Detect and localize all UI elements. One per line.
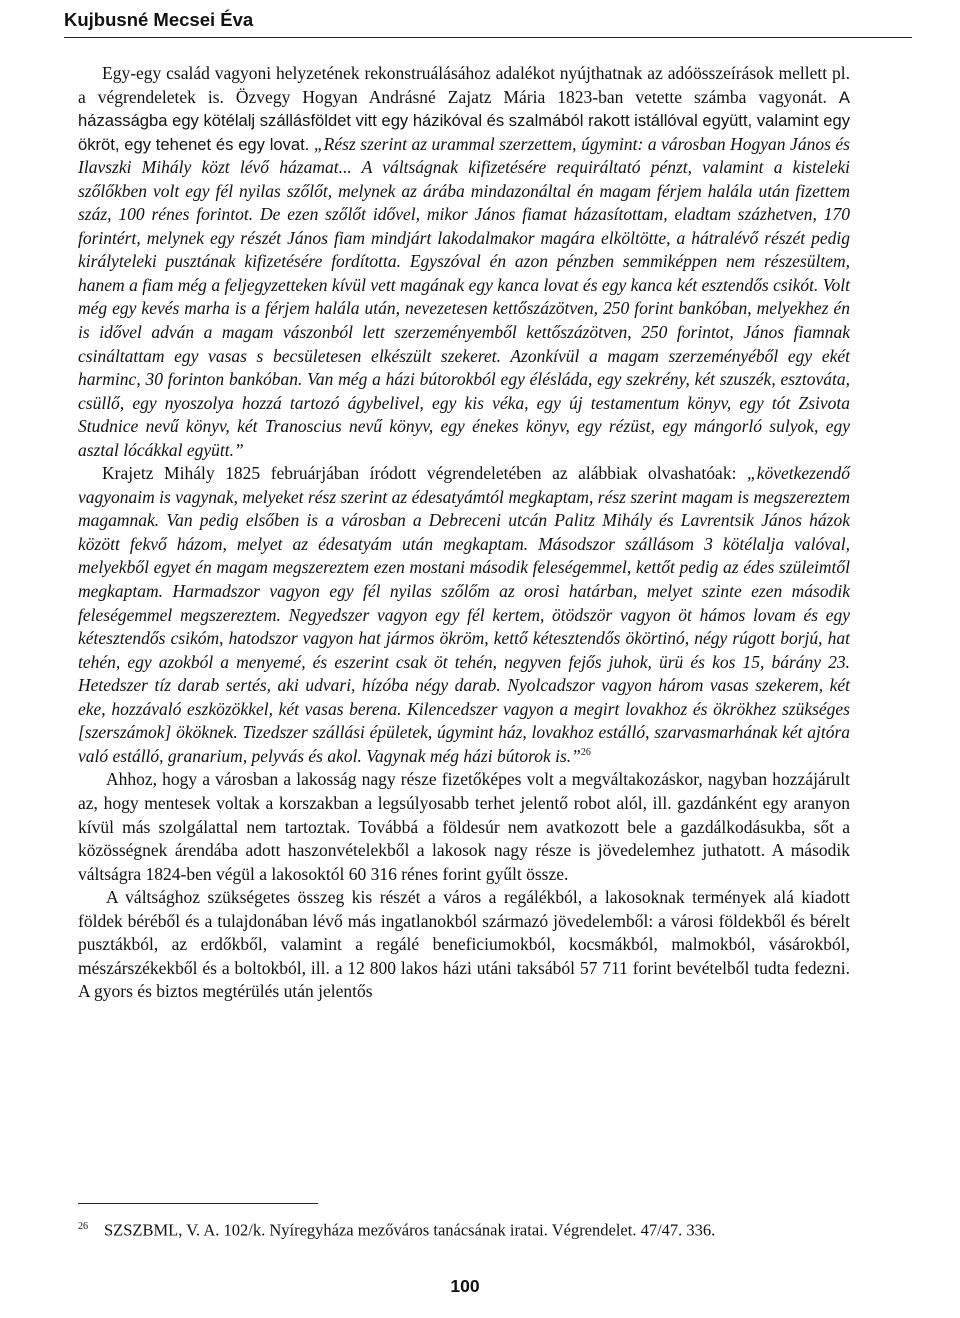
paragraph-1 [78, 62, 850, 462]
paragraph-1-intro: Egy-egy család vagyoni helyzetének rekonstruálásához adalékot nyújthatnak az adóösszeírások mellett pl. a végrendeletek is. Özvegy Hogyan Andrásné Zajatz Mária 1823-ban vetette számba vagyonát. [78, 63, 850, 107]
header-rule [64, 37, 912, 38]
footnote-rule [78, 1203, 318, 1204]
paragraph-2-intro: Krajetz Mihály 1825 februárjában íródott végrendeletében az alábbiak olvashatóak: [102, 463, 737, 484]
footnote-number: 26 [78, 1221, 88, 1232]
footnote [78, 1216, 850, 1242]
page-number: 100 [450, 1276, 480, 1296]
running-title: Kujbusné Mecsei Éva [64, 9, 254, 30]
paragraph-1-emphasis: A házasságba egy kötélalj szállásföldet vitt egy házikóval és szalmából rakott istállóval együtt, valamint egy ökröt, egy tehenet és egy lovat. [78, 87, 851, 154]
paragraph-3: Ahhoz, hogy a városban a lakosság nagy része fizetőképes volt a megváltakozáskor, nagyban hozzájárult az, hogy mentesek voltak a korszakban a legsúlyosabb terhet jelentő robot alól, ill. gazdánként egy aranyon kívül más szolgálattal nem tartoztak. Továbbá a földesúr nem avatkozott bele a gazdálkodásukba, sőt a közösségnek árendába adott haszonvételekből a lakosok nagy része is jövedelemhez juthatott. A második váltságra 1824-ben végül a lakosoktól 60 316 rénes forint gyűlt össze. [78, 769, 850, 884]
testament-quote-1: „Rész szerint az urammal szerzettem, úgymint: a városban Hogyan János és Ilavszki Mihály közt lévő házamat... A váltságnak kifizetésére requiráltató pénzt, valamint a kisteleki szőlőkben volt egy fél nyilas szőlőt, melynek az árába mindazonáltal én magam férjem halála után fizettem száz, 100 rénes forintot. De ezen szőlőt idővel, mikor János fiamat házasítottam, eladtam százhetven, 170 forintért, melynek egy részét János fiam mindjárt lakodalmakor magára elköltötte, a hátralévő részét pedig királyteleki pusztának kifizetésére fordította. Egyszóval én azon pénzben semmiképpen nem részesültem, hanem a fiam még a feljegyzetteken kívül vett magának egy kanca lovat és egy kanca két esztendős csikót. Volt még egy kevés marha is a férjem halála után, nevezetesen kettőszázötven, 250 forint bankóban, melyekhez én is idővel adván a magam vászonból lett szerzeményemből kettőszázötven, 250 forintot, János fiamnak csináltattam egy vasas s becsületesen elkészült szekeret. Azonkívül a magam szerzeményéből egy ekét harminc, 30 forinton bankóban. Van még a házi bútorokból egy élésláda, egy szekrény, két szuszék, esztováta, csüllő, egy nyoszolya hozzá tartozó ágybelivel, egy kis véka, egy új testamentum könyv, egy tót Zsivota Studnice nevű könyv, két Tranoscius nevű könyv, egy énekes könyv, egy rézüst, egy mángorló sulyok, egy asztal lócákkal együtt.” [78, 133, 850, 460]
body-text [78, 62, 850, 1004]
paragraph-4: A váltsághoz szükségetes összeg kis részét a város a regálékból, a lakosoknak termények alá kiadott földek béréből és a tulajdonában lévő más ingatlanokból származó jövedelemből: a városi földekből és bérelt pusztákból, az erdőkből, valamint a regálé beneficiumokból, kocsmákból, malmokból, vásárokból, mészárszékekből és a boltokból, ill. a 12 800 lakos házi utáni taksából 57 711 forint bevételből tudta fedezni. A gyors és biztos megtérülés után jelentős [78, 887, 850, 1002]
footnote-text: SZSZBML, V. A. 102/k. Nyíregyháza mezőváros tanácsának iratai. Végrendelet. 47/47. 336. [104, 1220, 716, 1240]
paragraph-2 [78, 462, 850, 768]
footnote-reference[interactable]: 26 [580, 747, 591, 759]
testament-quote-2: „következendő vagyonaim is vagynak, melyeket rész szerint az édesatyámtól megkaptam, rész szerint magam is megszereztem magamnak. Van pedig elsőben is a városban a Debreceni utcán Palitz Mihály és Lavrentsik János házok között fekvő házom, melyet az édesatyám után megkaptam. Másodszor szállásom 3 kötélalja valóval, melyekből egyet én magam megszereztem ezen mostani második feleségemmel, kettőt pedig az édes szüleimtől megkaptam. Harmadszor vagyon egy fél nyilas szőlőm az orosi határban, melyet szinte ezen második feleségemmel megszereztem. Negyedszer vagyon egy fél kertem, ötödször vagyon öt hámos lovam és egy kétesztendős csikóm, hatodszor vagyon hat jármos ökröm, kettő kétesztendős ökörtinó, négy rúgott borjú, hat tehén, egy azokból a menyemé, és eszerint csak öt tehén, negyven fejős juhok, ürü és kos 15, bárány 23. Hetedszer tíz darab sertés, aki udvari, hízóba négy darab. Nyolcadszor vagyon három vasas szekerem, két eke, hozzávaló eszközökkel, két vasas berena. Kilencedszer vagyon a megirt lovakhoz és ökrökhez szükséges [szerszámok] ököknek. Tizedszer szállási épületek, úgymint ház, lovakhoz estálló, szarvasmarhának két ajtóra való estálló, granarium, pelyvás és akol. Vagynak még házi bútorok is.” [78, 463, 851, 766]
